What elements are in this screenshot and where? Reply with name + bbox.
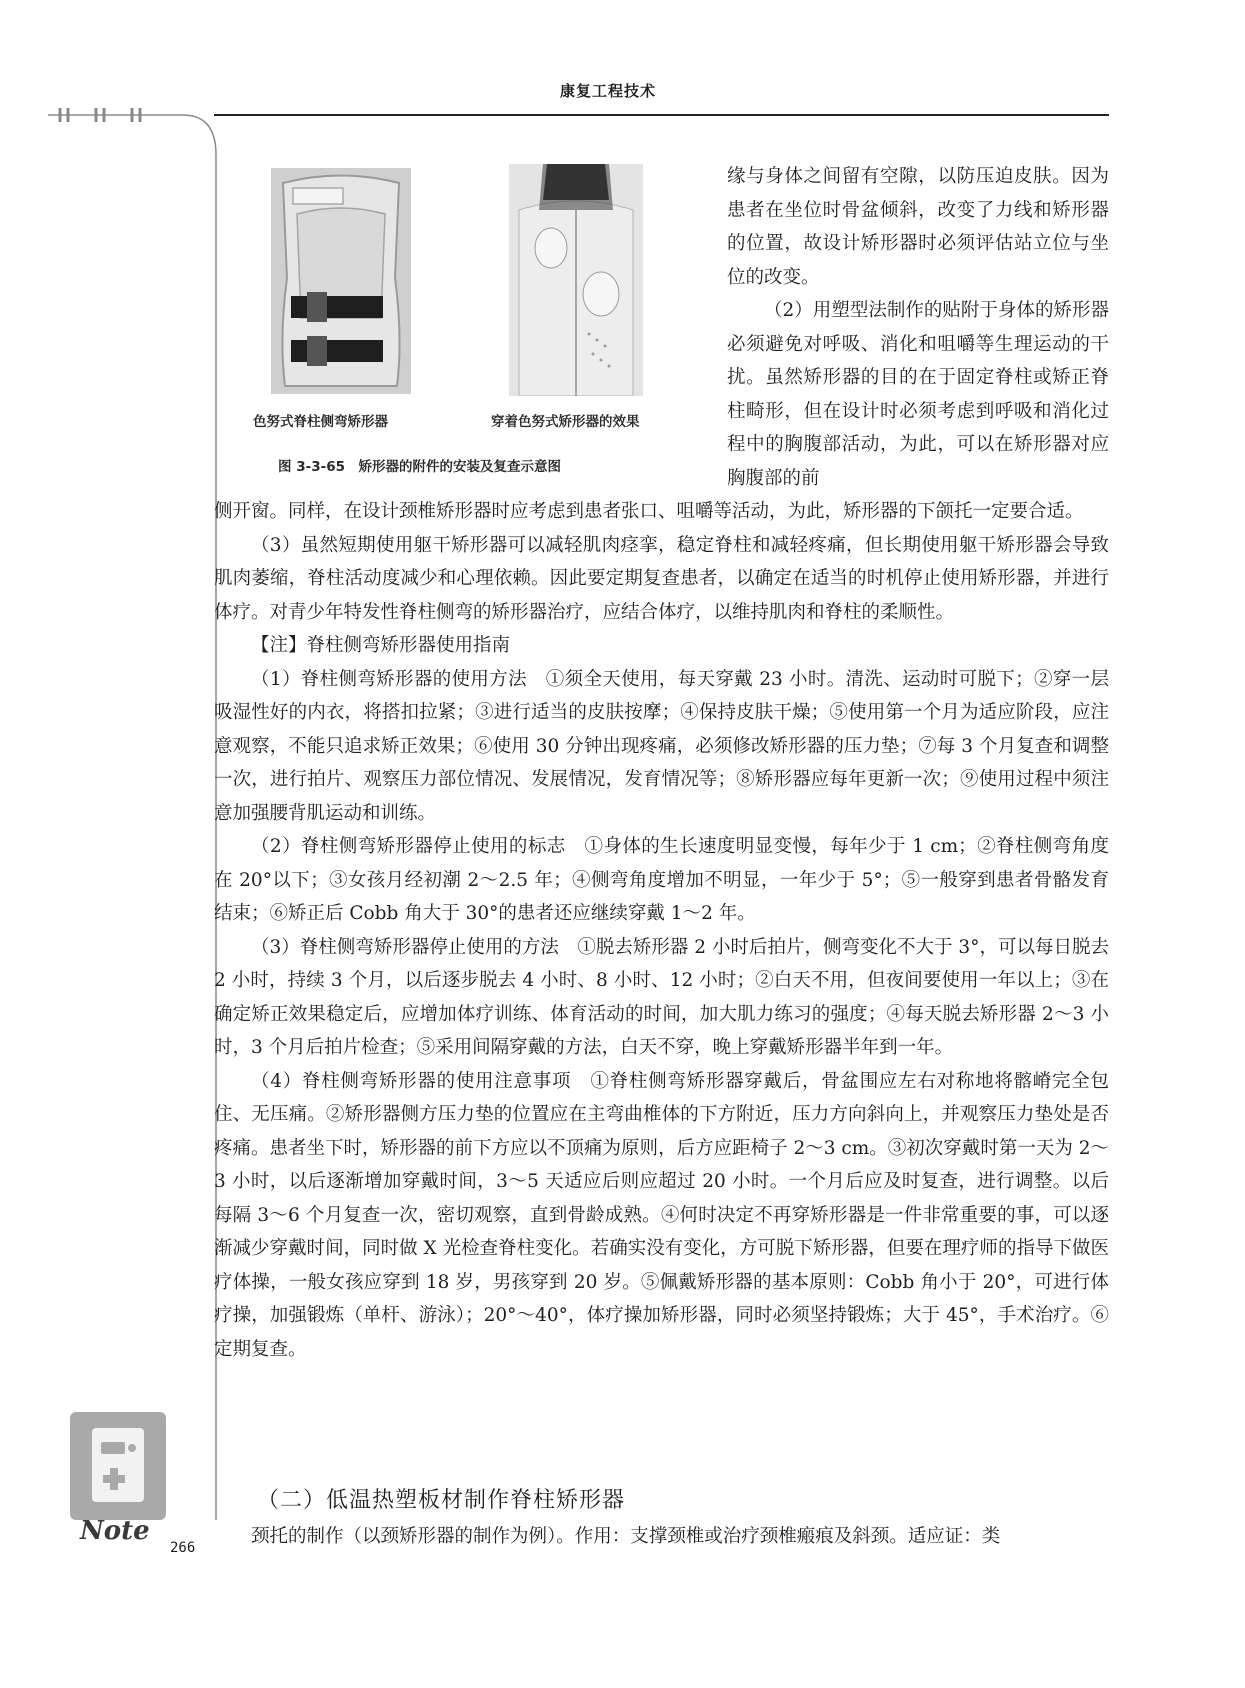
figure-left-label: 色努式脊柱侧弯矫形器: [253, 414, 388, 430]
figure-caption: 图 3-3-65 矫形器的附件的安装及复查示意图: [278, 459, 561, 475]
patient-wearing-brace-photo: [509, 164, 643, 396]
running-header: 康复工程技术: [560, 82, 657, 100]
body-text-continued: [214, 1520, 1109, 1554]
note-heading: 【注】脊柱侧弯矫形器使用指南: [251, 635, 511, 656]
note-icon: [70, 1412, 166, 1520]
paragraph: （4）脊柱侧弯矫形器的使用注意事项 ①脊柱侧弯矫形器穿戴后，骨盆围应左右对称地将髂嵴完全包住、无压痛。②矫形器侧方压力垫的位置应在主弯曲椎体的下方附近，压力方向斜向上，并观察压力垫处是否疼痛。患者坐下时，矫形器的前下方应以不顶痛为原则，后方应距椅子 2～3 cm。③初次穿戴时第一天为 2～3 小时，以后逐渐增加穿戴时间，3～5 天适应后则应超过 20 小时。一个月后应及时复查，进行调整。以后每隔 3～6 个月复查一次，密切观察，直到骨龄成熟。④何时决定不再穿矫形器是一件非常重要的事，可以逐渐减少穿戴时间，同时做 X 光检查脊柱变化。若确实没有变化，方可脱下矫形器，但要在理疗师的指导下做医疗体操，一般女孩应穿到 18 岁，男孩穿到 20 岁。⑤佩戴矫形器的基本原则：Cobb 角小于 20°，可进行体疗操，加强锻炼（单杆、游泳）；20°～40°，体疗操加矫形器，同时必须坚持锻炼；大于 45°，手术治疗。⑥定期复查。: [214, 1070, 1109, 1360]
side-text-column: [727, 160, 1109, 495]
paragraph: （3）虽然短期使用躯干矫形器可以减轻肌肉痉挛，稳定脊柱和减轻疼痛，但长期使用躯干矫形器会导致肌肉萎缩，脊柱活动度减少和心理依赖。因此要定期复查患者，以确定在适当的时机停止使用矫形器，并进行体疗。对青少年特发性脊柱侧弯的矫形器治疗，应结合体疗，以维持肌肉和脊柱的柔顺性。: [214, 534, 1109, 623]
side-paragraph: 缘与身体之间留有空隙，以防压迫皮肤。因为患者在坐位时骨盆倾斜，改变了力线和矫形器的位置，故设计矫形器时必须评估站立位与坐位的改变。: [727, 166, 1109, 288]
brace-photo: [271, 168, 411, 394]
page-number: 266: [170, 1540, 196, 1556]
note-label: Note: [80, 1516, 150, 1546]
header-rule: [214, 114, 1109, 116]
body-text: [214, 495, 1109, 1366]
figure-right-label: 穿着色努式矫形器的效果: [491, 414, 640, 430]
paragraph: （2）脊柱侧弯矫形器停止使用的标志 ①身体的生长速度明显变慢，每年少于 1 cm；②脊柱侧弯角度在 20°以下；③女孩月经初潮 2～2.5 年；④侧弯角度增加不明显，一年少于 5°；⑤一般穿到患者骨骼发育结束；⑥矫正后 Cobb 角大于 30°的患者还应继续穿戴 1～2 年。: [214, 836, 1109, 924]
paragraph: 颈托的制作（以颈矫形器的制作为例）。作用：支撑颈椎或治疗颈椎瘢痕及斜颈。适应证：类: [251, 1526, 1001, 1547]
paragraph: 侧开窗。同样，在设计颈椎矫形器时应考虑到患者张口、咀嚼等活动，为此，矫形器的下颌托一定要合适。: [214, 501, 1084, 522]
paragraph: （3）脊柱侧弯矫形器停止使用的方法 ①脱去矫形器 2 小时后拍片，侧弯变化不大于 3°，可以每日脱去 2 小时，持续 3 个月，以后逐步脱去 4 小时、8 小时、12 小时；②白天不用，但夜间要使用一年以上；③在确定矫正效果稳定后，应增加体疗训练、体育活动的时间，加大肌力练习的强度；④每天脱去矫形器 2～3 小时，3 个月后拍片检查；⑤采用间隔穿戴的方法，白天不穿，晚上穿戴矫形器半年到一年。: [214, 936, 1109, 1058]
paragraph: （1）脊柱侧弯矫形器的使用方法 ①须全天使用，每天穿戴 23 小时。清洗、运动时可脱下；②穿一层吸湿性好的内衣，将搭扣拉紧；③进行适当的皮肤按摩；④保持皮肤干燥；⑤使用第一个月为适应阶段，应注意观察，不能只追求矫正效果；⑥使用 30 分钟出现疼痛，必须修改矫形器的压力垫；⑦每 3 个月复查和调整一次，进行拍片、观察压力部位情况、发展情况，发育情况等；⑧矫形器应每年更新一次；⑨使用过程中须注意加强腰背肌运动和训练。: [214, 668, 1109, 824]
section-heading: （二）低温热塑板材制作脊柱矫形器: [257, 1488, 626, 1513]
side-paragraph: （2）用塑型法制作的贴附于身体的矫形器必须避免对呼吸、消化和咀嚼等生理运动的干扰。虽然矫形器的目的在于固定脊柱或矫正脊柱畸形，但在设计时必须考虑到呼吸和消化过程中的胸腹部活动，为此，可以在矫形器对应胸腹部的前: [727, 300, 1109, 489]
